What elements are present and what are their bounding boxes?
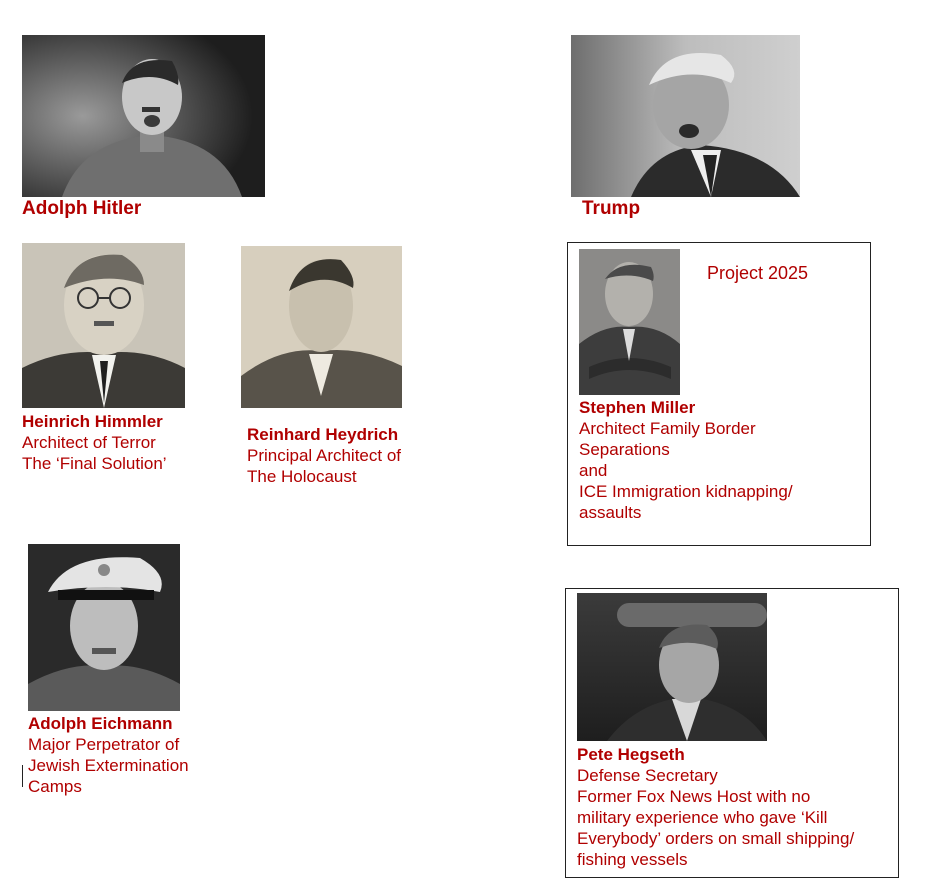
heydrich-photo	[241, 246, 402, 408]
stephen-miller-name: Stephen Miller	[579, 398, 696, 417]
himmler-name: Heinrich Himmler	[22, 412, 163, 431]
text-cursor	[22, 765, 23, 787]
heydrich-name: Reinhard Heydrich	[247, 425, 399, 444]
stephen-miller-line-5: assaults	[579, 503, 642, 522]
stephen-miller-line-2: Separations	[579, 440, 670, 459]
himmler-line-1: Architect of Terror	[22, 433, 156, 452]
hitler-photo	[22, 35, 265, 197]
trump-name: Trump	[582, 198, 641, 219]
eichmann-name: Adolph Eichmann	[28, 714, 173, 733]
pete-hegseth-line-5: fishing vessels	[577, 850, 688, 869]
pete-hegseth-line-2: Former Fox News Host with no	[577, 787, 811, 806]
stephen-miller-photo	[579, 249, 680, 395]
heydrich-line-2: The Holocaust	[247, 467, 357, 486]
eichmann-line-3: Camps	[28, 777, 82, 796]
stephen-miller-line-3: and	[579, 461, 608, 480]
stephen-miller-line-4: ICE Immigration kidnapping/	[579, 482, 793, 501]
pete-hegseth-name: Pete Hegseth	[577, 745, 685, 764]
pete-hegseth-photo	[577, 593, 767, 741]
eichmann-line-2: Jewish Extermination	[28, 756, 189, 775]
himmler-line-2: The ‘Final Solution’	[22, 454, 167, 473]
stephen-miller-line-1: Architect Family Border	[579, 419, 756, 438]
hitler-name: Adolph Hitler	[22, 198, 142, 219]
trump-photo	[571, 35, 800, 197]
pete-hegseth-line-4: Everybody’ orders on small shipping/	[577, 829, 855, 848]
pete-hegseth-line-1: Defense Secretary	[577, 766, 718, 785]
heydrich-line-1: Principal Architect of	[247, 446, 402, 465]
pete-hegseth-line-3: military experience who gave ‘Kill	[577, 808, 828, 827]
project-2025-title: Project 2025	[707, 263, 809, 283]
eichmann-photo	[28, 544, 180, 711]
eichmann-line-1: Major Perpetrator of	[28, 735, 180, 754]
himmler-photo	[22, 243, 185, 408]
